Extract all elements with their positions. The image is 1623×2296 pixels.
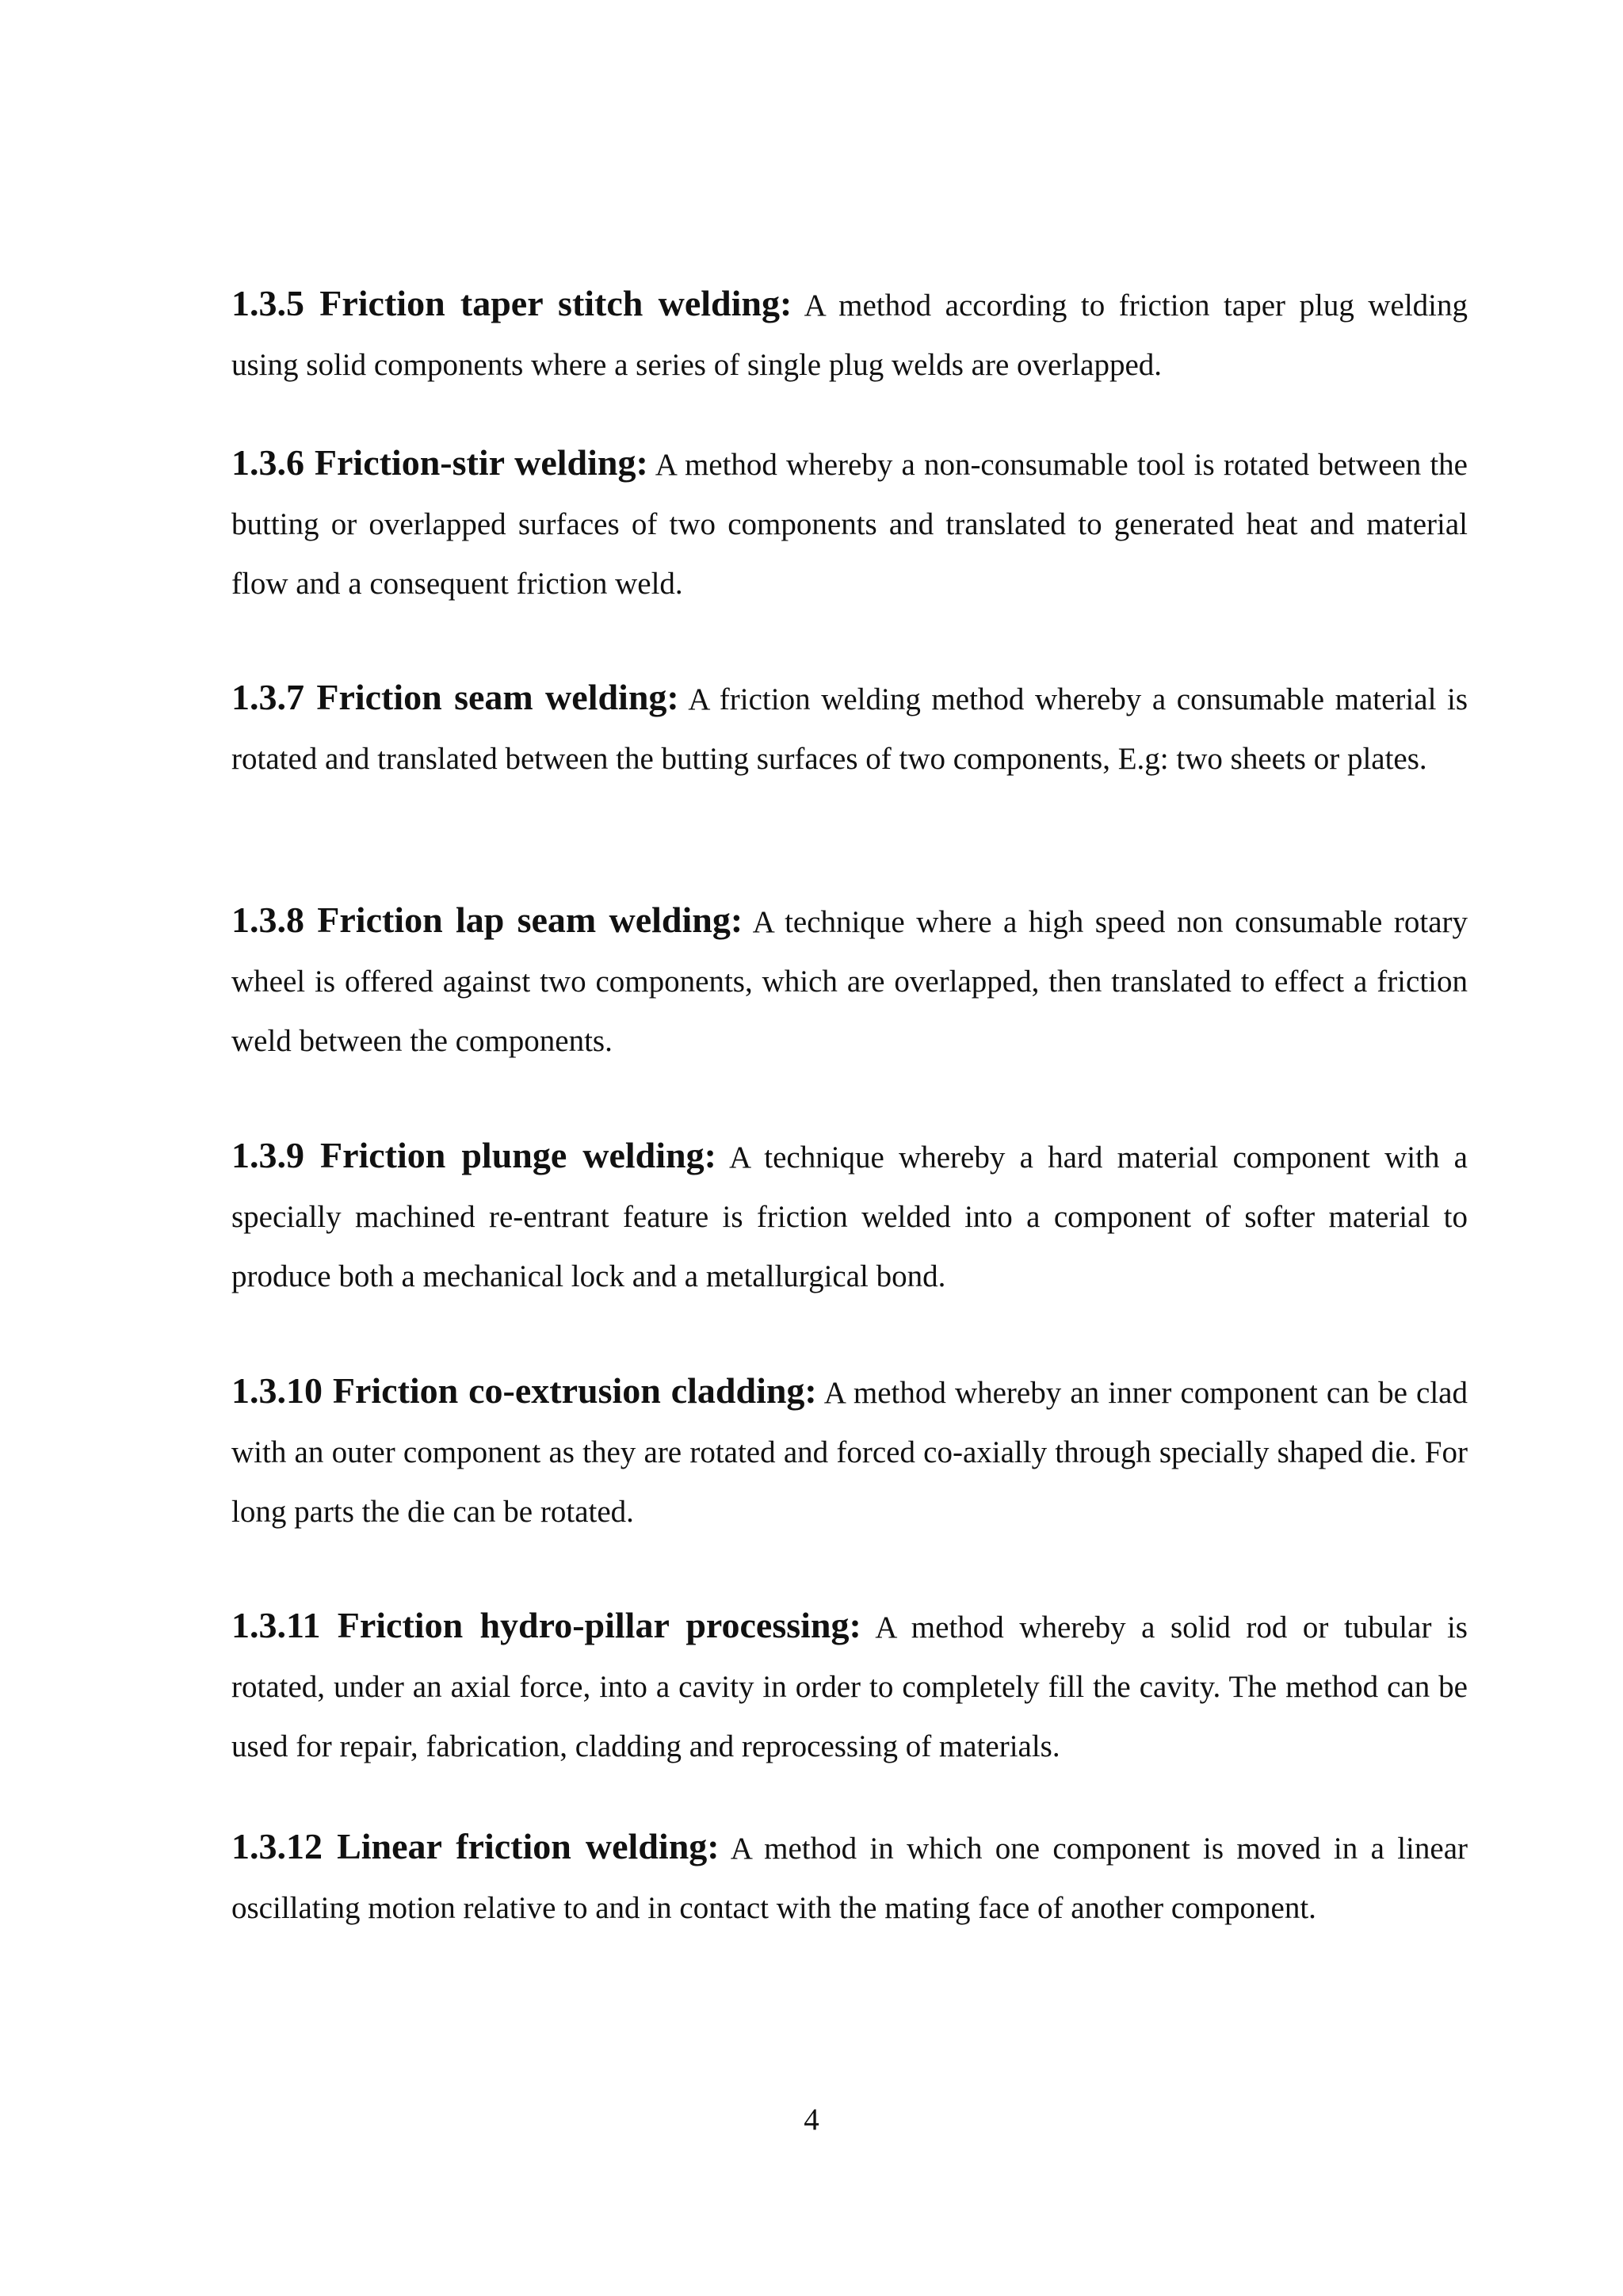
entry-definition: A method in which one component is moved in a linear oscillating motion relative to and in contact with the mating face of another component. [231,1832,1468,1925]
entry-definition: A method according to friction taper plug welding using solid components where a series of single plug welds are overlapped. [231,288,1468,382]
entry-definition: A friction welding method whereby a consumable material is rotated and translated between the butting surfaces of two components, E.g: two sheets or plates. [231,682,1468,776]
entry-definition: A method whereby a solid rod or tubular is rotated, under an axial force, into a cavity in order to completely fill the cavity. The method can be used for repair, fabrication, cladding and reprocessing of materials. [231,1610,1468,1763]
definition-entry-1-3-8 [231,890,1468,1071]
entry-term: 1.3.8 Friction lap seam welding: [231,900,743,940]
entry-term: 1.3.6 Friction-stir welding: [231,442,648,483]
definition-entry-1-3-6 [231,433,1468,613]
definition-entry-1-3-9 [231,1125,1468,1306]
entry-term: 1.3.5 Friction taper stitch welding: [231,283,792,323]
page-number: 4 [804,2103,819,2137]
entry-term: 1.3.7 Friction seam welding: [231,677,679,717]
definition-entry-1-3-11 [231,1595,1468,1776]
entry-definition: A technique where a high speed non consumable rotary wheel is offered against two components, which are overlapped, then translated to effect a friction weld between the components. [231,905,1468,1058]
definition-entry-1-3-5 [231,273,1468,395]
entry-term: 1.3.11 Friction hydro-pillar processing: [231,1605,861,1645]
definition-entry-1-3-10 [231,1361,1468,1541]
entry-term: 1.3.9 Friction plunge welding: [231,1135,716,1175]
entry-definition: A technique whereby a hard material component with a specially machined re-entrant feature is friction welded into a component of softer material to produce both a mechanical lock and a metallurgical bond. [231,1140,1468,1293]
definition-entry-1-3-12 [231,1817,1468,1938]
entry-definition: A method whereby a non-consumable tool is rotated between the butting or overlapped surfaces of two components and translated to generated heat and material flow and a consequent friction weld. [231,448,1468,601]
definition-entry-1-3-7 [231,667,1468,789]
entry-term: 1.3.10 Friction co-extrusion cladding: [231,1370,817,1411]
entry-term: 1.3.12 Linear friction welding: [231,1826,720,1866]
entry-definition: A method whereby an inner component can be clad with an outer component as they are rotated and forced co-axially through specially shaped die. For long parts the die can be rotated. [231,1376,1468,1529]
